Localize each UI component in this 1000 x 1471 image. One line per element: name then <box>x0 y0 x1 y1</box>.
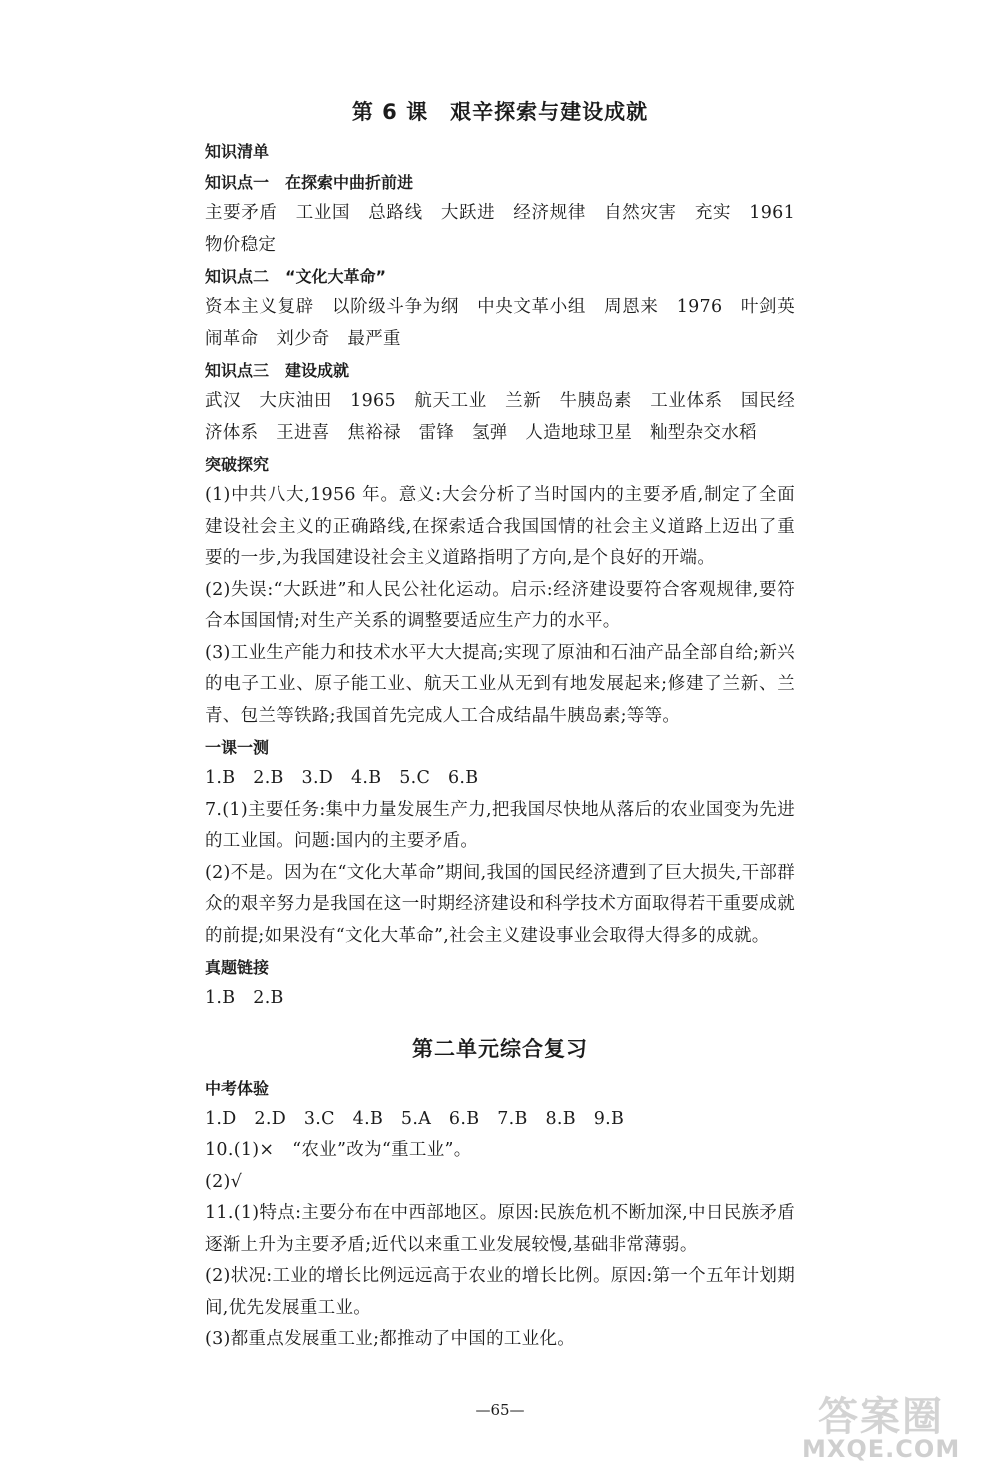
knowledge-list-heading: 知识清单 <box>205 142 270 161</box>
q7-part2: (2)不是。因为在“文化大革命”期间,我国的国民经济遭到了巨大损失,干部群众的艰辛努力是我国在这一时期经济建设和科学技术方面取得若干重要成就的前提;如果没有“文化大革命”,社会主义建设事业会取得大得多的成就。 <box>205 862 795 946</box>
q11-part1: 11.(1)特点:主要分布在中西部地区。原因:民族危机不断加深,中日民族矛盾逐渐上升为主要矛盾;近代以来重工业发展较慢,基础非常薄弱。 <box>205 1203 795 1255</box>
page-number: —65— <box>475 1401 525 1419</box>
unit-review-title: 第二单元综合复习 <box>412 1036 588 1061</box>
watermark-url: MXQE.COM <box>802 1435 961 1463</box>
kp1-heading: 知识点一 在探索中曲折前进 <box>205 173 414 192</box>
real-link-heading: 真题链接 <box>205 958 270 977</box>
kp2-text: 资本主义复辟 以阶级斗争为纲 中央文革小组 周恩来 1976 叶剑英 闹革命 刘少奇 最严重 <box>205 297 813 349</box>
watermark-text: 答案圈 <box>818 1394 944 1440</box>
q11-part2: (2)状况:工业的增长比例远远高于农业的增长比例。原因:第一个五年计划期间,优先发展重工业。 <box>205 1266 795 1318</box>
kp1-text: 主要矛盾 工业国 总路线 大跃进 经济规律 自然灾害 充实 1961 物价稳定 <box>205 203 813 255</box>
breakthrough-heading: 突破探究 <box>205 455 270 474</box>
lesson-title: 第 6 课 艰辛探索与建设成就 <box>351 100 649 124</box>
kp2-heading: 知识点二 “文化大革命” <box>205 267 387 286</box>
breakthrough-answer-1: (1)中共八大,1956 年。意义:大会分析了当时国内的主要矛盾,制定了全面建设社会主义的正确路线,在探索适合我国国情的社会主义道路上迈出了重要的一步,为我国建设社会主义道路指明了方向,是个良好的开端。 <box>205 485 795 568</box>
q10-part1: 10.(1)× “农业”改为“重工业”。 <box>205 1140 472 1160</box>
exam-answers: 1.D 2.D 3.C 4.B 5.A 6.B 7.B 8.B 9.B <box>205 1108 625 1129</box>
q11-part3: (3)都重点发展重工业;都推动了中国的工业化。 <box>205 1329 576 1349</box>
breakthrough-answer-2: (2)失误:“大跃进”和人民公社化运动。启示:经济建设要符合客观规律,要符合本国国情;对生产关系的调整要适应生产力的水平。 <box>205 579 795 631</box>
exam-heading: 中考体验 <box>205 1078 270 1098</box>
q7-part1: 7.(1)主要任务:集中力量发展生产力,把我国尽快地从落后的农业国变为先进的工业国。问题:国内的主要矛盾。 <box>205 799 795 851</box>
watermark-logo <box>800 1385 990 1465</box>
page-content <box>205 96 813 1356</box>
test-answers: 1.B 2.B 3.D 4.B 5.C 6.B <box>205 768 479 788</box>
kp3-heading: 知识点三 建设成就 <box>205 361 350 380</box>
q10-part2: (2)√ <box>205 1171 243 1192</box>
kp3-text: 武汉 大庆油田 1965 航天工业 兰新 牛胰岛素 工业体系 国民经济体系 王进喜 焦裕禄 雷锋 氢弹 人造地球卫星 籼型杂交水稻 <box>205 391 795 443</box>
real-link-answers: 1.B 2.B <box>205 988 284 1008</box>
test-heading: 一课一测 <box>205 738 270 757</box>
breakthrough-answer-3: (3)工业生产能力和技术水平大大提高;实现了原油和石油产品全部自给;新兴的电子工业、原子能工业、航天工业从无到有地发展起来;修建了兰新、兰青、包兰等铁路;我国首先完成人工合成结晶牛胰岛素;等等。 <box>205 642 795 726</box>
